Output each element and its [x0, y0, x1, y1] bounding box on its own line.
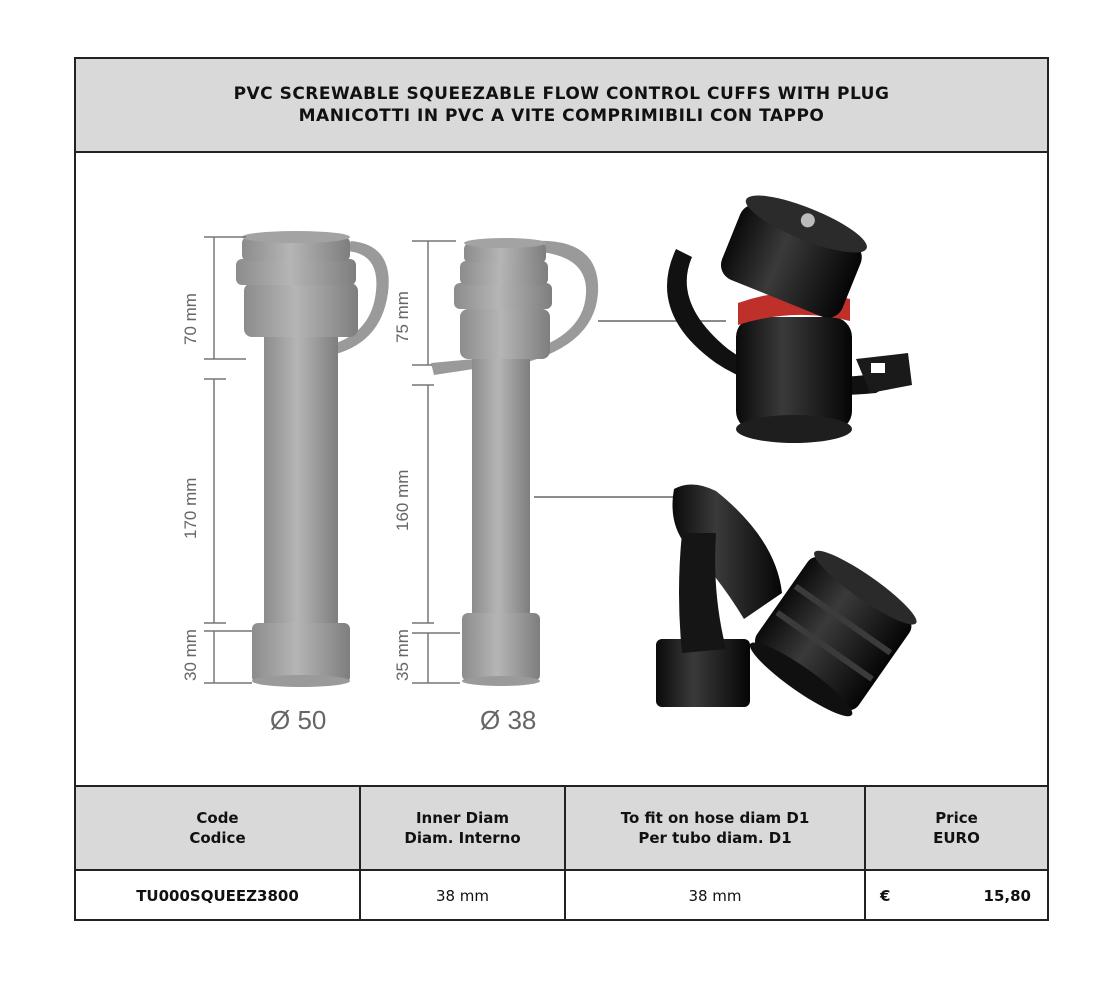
title-banner	[76, 59, 1047, 153]
cuff-with-plug-photo	[667, 185, 912, 443]
diameter-38-label: Ø 38	[480, 705, 537, 735]
cuff-with-nozzle-photo	[656, 484, 923, 724]
header-price-it: EURO	[933, 829, 980, 847]
title-english: PVC SCREWABLE SQUEEZABLE FLOW CONTROL CUFFS WITH PLUG	[233, 84, 890, 104]
product-sheet	[74, 57, 1049, 921]
title-italian: MANICOTTI IN PVC A VITE COMPRIMIBILI CON TAPPO	[298, 106, 825, 126]
cell-price	[866, 871, 1047, 921]
currency-symbol: €	[880, 887, 891, 905]
cuff-50-illustration	[236, 231, 389, 687]
header-code-en: Code	[196, 809, 239, 827]
header-hose-fit	[566, 787, 866, 869]
header-code-it: Codice	[189, 829, 246, 847]
header-price	[866, 787, 1047, 869]
cell-hose-fit: 38 mm	[566, 871, 866, 921]
header-price-en: Price	[935, 809, 978, 827]
header-inner-it: Diam. Interno	[404, 829, 521, 847]
dim-bot-38: 35 mm	[393, 629, 412, 681]
dim-mid-38: 160 mm	[393, 469, 412, 531]
header-fit-en: To fit on hose diam D1	[620, 809, 810, 827]
dim-mid-50: 170 mm	[181, 477, 200, 539]
price-value: 15,80	[983, 887, 1031, 905]
header-inner-en: Inner Diam	[415, 809, 510, 827]
header-code	[76, 787, 361, 869]
header-inner-diam	[361, 787, 566, 869]
dim-top-50: 70 mm	[181, 293, 200, 345]
diameter-50-label: Ø 50	[270, 705, 327, 735]
cuff-38-illustration	[431, 238, 598, 686]
table-row	[76, 871, 1047, 921]
table-header-row	[76, 785, 1047, 871]
cell-inner-diam: 38 mm	[361, 871, 566, 921]
header-fit-it: Per tubo diam. D1	[638, 829, 792, 847]
product-figure	[76, 153, 1047, 785]
product-drawing	[76, 153, 1047, 785]
dimension-lines-38	[412, 241, 460, 683]
dim-top-38: 75 mm	[393, 291, 412, 343]
cell-code: TU000SQUEEZ3800	[76, 871, 361, 921]
dim-bot-50: 30 mm	[181, 629, 200, 681]
